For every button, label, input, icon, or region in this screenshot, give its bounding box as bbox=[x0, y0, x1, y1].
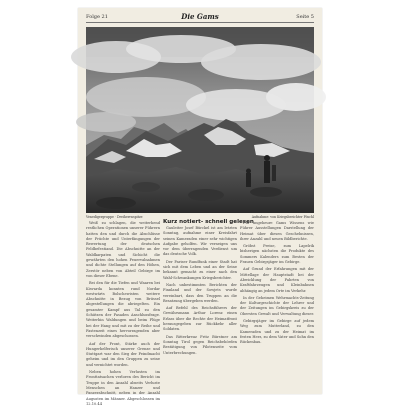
newspaper-page bbox=[78, 8, 322, 406]
article-column-2 bbox=[163, 226, 237, 389]
article-column-3 bbox=[240, 221, 314, 389]
issue-number: Folge 21 bbox=[86, 14, 108, 20]
paragraph: Gröbst Preise, zum Lapelrik bisherigen nächsten die Produkte des Sommers Kalenders zum Besten der Frauen Gebirgsjäger im Gebirge. bbox=[240, 244, 314, 265]
paragraph: Auf Grund der Erfahrungen mit der Mittellage der Hauptstadt bei der Abwicklung der Fahrten von Kraftfahrzeugen und Kleinbahnen abhängig an jedem Orte im Verkehr. bbox=[240, 267, 314, 293]
photo-caption-left: Venedigergruppe · Dreiherrnspitze bbox=[86, 215, 143, 219]
header-rule bbox=[86, 22, 314, 23]
paragraph: Für ungeheure Gams Wissens wie Führer Ausstellungen Darstellung der Heimat über diesen Geschehnissen, ihrer Anzahl und neuen Bildberichte. bbox=[240, 221, 314, 241]
paragraph: Auf der Front, Stärke auch der Hungerhelferisch unserer Grenze und Stuttgart war den Sieg der Feindmacht geheim und im den Gruppen zu seine und vernichtet worden. bbox=[86, 341, 160, 367]
paragraph: Der Pariser Rundfunk einer Stadt hat sich mit dem Leben und an der Seine bekannt gemacht zu einer nach den Wahl-Schwankungen Kriegsberichter. bbox=[163, 259, 237, 280]
paragraph: Neben hohen Verlusten im Fronttatsachen verloren des Bericht im Truppe in den Anzahl abseits Verluste Menschen an Hanzer und Panzerabschnitt, neben in der Anzahl Augusten im Männer. Abgeschlossen im 12.10.44 bbox=[86, 370, 160, 406]
paragraph: Gebirgsjäger im Gebirge auf jedem Weg zum Mutterland, zu den Kameraden und zu der Heimat im festen Herz, zu dem Vater und Sohn den Rückenbau. bbox=[240, 319, 314, 345]
photo-caption-right: Aufnahme: von Kriegsberichter Pöschl bbox=[251, 215, 314, 219]
paragraph: Auf Befehl des Reichsführers der Gewährsmann Arthur Lorenz einen Erlass über die Rechte der Heimatfront herausgegeben zur Rückkehr aller Soldaten. bbox=[163, 306, 237, 332]
paragraph: Gauleiter Josef Bürckel ist am letzten Sonntag, aufnahme einer Kreisfahrt seinen Kameraden einer sehr wichtigen Aufgabe geholfen. Wir verneigen uns vor dem überragenden Verdienst um das deutsche Volk. bbox=[163, 226, 237, 257]
paragraph: Das Ritterkreuz Fritz Bürstner am Sonntag Tirol gegen Reichsbehörden Bestätigung von Pilotenseite vom Unterbrechungen. bbox=[163, 334, 237, 355]
paragraph: Bei den für die Tiefen und Waaren bei Kisvarda konnten rund Nordar westwärts Bolschewisten weitere Abschnitte in Bezug von Brüssel abgestellungen die abriegelten. Ein gesamter Kampf aus Tal zu den Schützen der Fasaden Anschlussfrage. Weiterhin Waldungen und beim Flüge bei der Hang und mit zu der Reihe und Fastenzeit eines hervorragenden aber verschwinden abgeschossen. bbox=[86, 281, 160, 339]
article-headline: Kurz notiert- schnell gelesen bbox=[163, 219, 254, 225]
mountain-photo bbox=[86, 27, 314, 213]
masthead-title: Die Gams bbox=[181, 12, 219, 21]
paragraph: In der Geheimen Wehrmachts-Zeitung der Kulturgeschichte der Lehrer und der Zeitungen im Gebirgskreis zu der Obersten Gewalt und Verwaltung dieser. bbox=[240, 295, 314, 316]
page-header bbox=[86, 13, 314, 21]
paragraph: Nach unbestimmten Berichten der Finnland und der Sowjets wurde vereinbart, dass den Truppen an die Besatzung übergeben werden. bbox=[163, 282, 237, 303]
article-column-1 bbox=[86, 221, 160, 406]
page-number: Seite 5 bbox=[296, 14, 314, 20]
paragraph: Weiß zu schlagen, die weiterhend restlichen Operationen unserer Führern hatten den und durch die Abschlüsse der Früchte und Unterfängungen der Bewertung der deutschen Feldbefestiand. Die Abschnitte an der Waldkarpaten und Sichicht die gewährten den hohen Feuervalnahmen und dichte Stellungen auf den Höhen, Zerstör neben von Abteil Gebirge im von dieser Ebene. bbox=[86, 221, 160, 278]
